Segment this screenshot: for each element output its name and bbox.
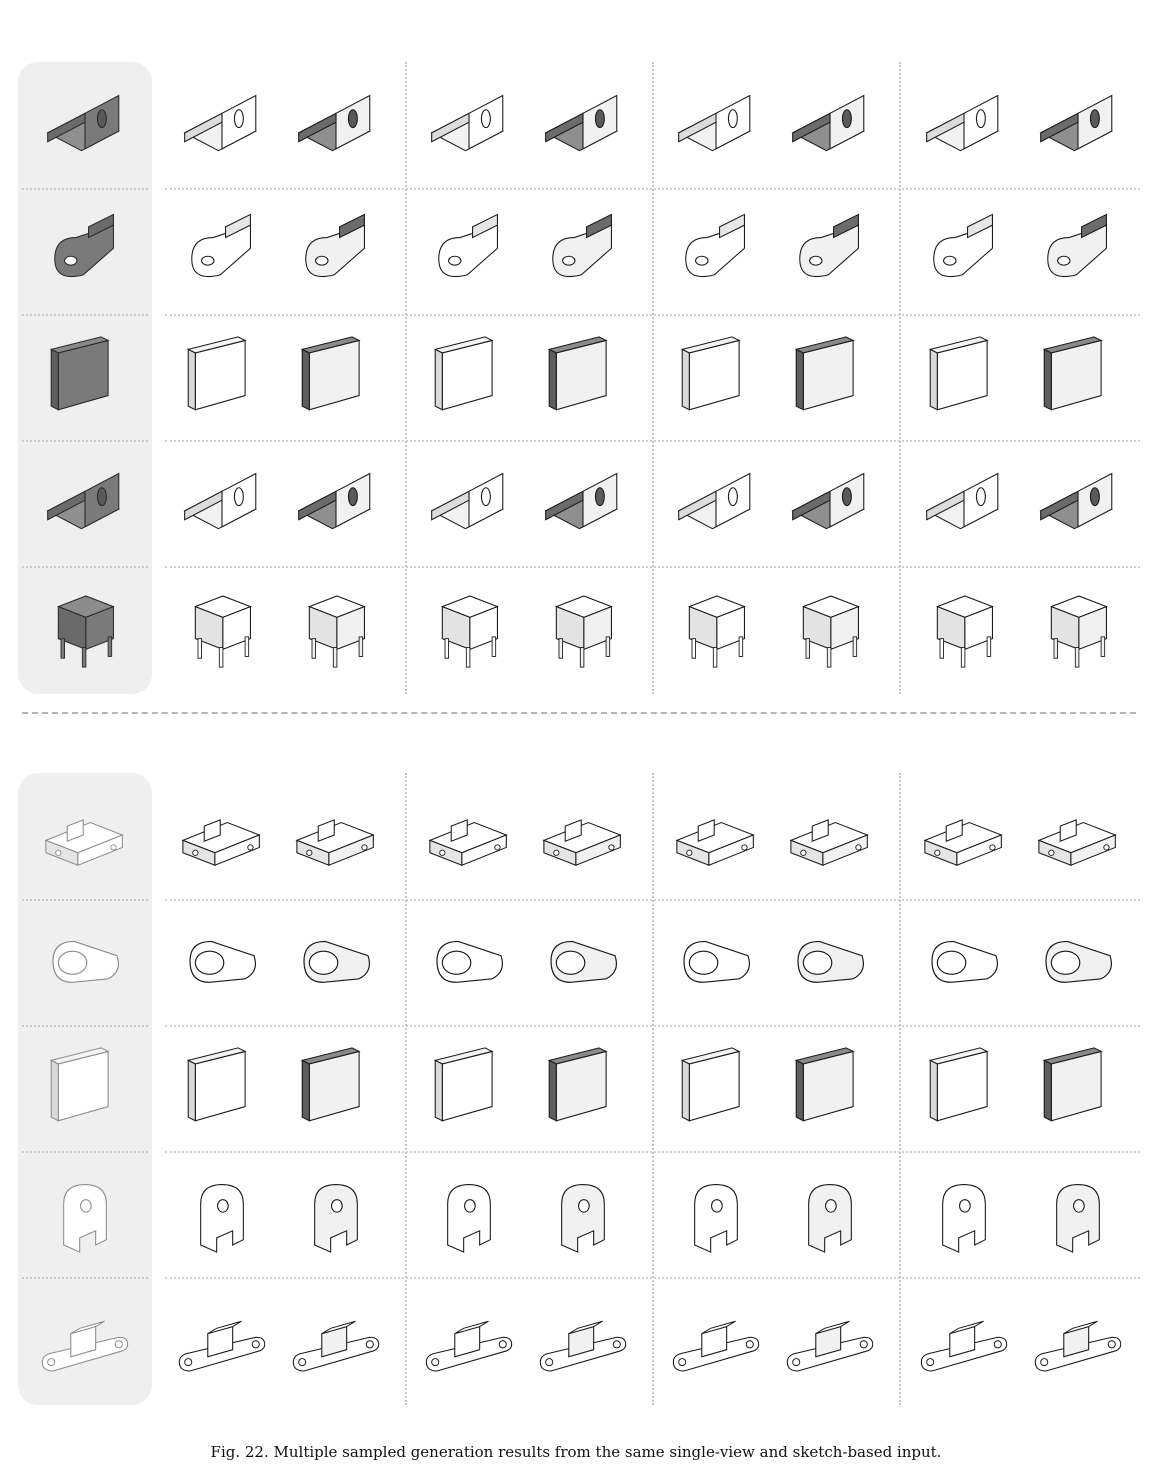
- cad-render: [174, 1168, 270, 1258]
- render-row-5-col-4-view-2: [1030, 1294, 1126, 1384]
- cad-render: [916, 583, 1012, 673]
- render-row-4-col-4-view-1: [916, 457, 1012, 547]
- column-separator: [652, 62, 654, 694]
- render-row-5-col-3-view-2: [782, 583, 878, 673]
- render-row-5-col-1-view-2: [288, 1294, 384, 1384]
- cad-render: [782, 1294, 878, 1384]
- render-row-5-col-3-view-1: [668, 583, 764, 673]
- row-separator: [22, 1277, 148, 1279]
- render-row-5-col-1-view-1: [174, 1294, 270, 1384]
- render-row-1-col-4-view-2: [1030, 79, 1126, 169]
- render-row-2-col-3-view-2: [782, 205, 878, 295]
- render-row-4-col-1-view-2: [288, 457, 384, 547]
- input-sketch-row-1: [37, 790, 133, 880]
- cad-render: [782, 457, 878, 547]
- cad-render: [1030, 457, 1126, 547]
- input-render: [37, 457, 133, 547]
- render-row-1-col-3-view-1: [668, 790, 764, 880]
- render-row-5-col-3-view-1: [668, 1294, 764, 1384]
- render-row-2-col-4-view-1: [916, 205, 1012, 295]
- cad-render: [535, 916, 631, 1006]
- render-row-1-col-3-view-2: [782, 790, 878, 880]
- render-row-2-col-2-view-1: [421, 205, 517, 295]
- render-row-3-col-4-view-1: [916, 1042, 1012, 1132]
- row-separator: [22, 1025, 148, 1027]
- render-row-2-col-4-view-2: [1030, 205, 1126, 295]
- render-row-3-col-4-view-2: [1030, 1042, 1126, 1132]
- cad-render: [782, 331, 878, 421]
- render-row-1-col-4-view-2: [1030, 790, 1126, 880]
- render-row-4-col-2-view-2: [535, 457, 631, 547]
- row-separator: [22, 899, 148, 901]
- row-separator: [165, 440, 1140, 442]
- cad-render: [782, 1168, 878, 1258]
- input-render: [37, 1042, 133, 1132]
- cad-render: [535, 1042, 631, 1132]
- row-separator: [165, 566, 1140, 568]
- input-sketch-row-4: [37, 1168, 133, 1258]
- cad-render: [535, 583, 631, 673]
- cad-render: [668, 583, 764, 673]
- cad-render: [288, 1294, 384, 1384]
- row-separator: [22, 1151, 148, 1153]
- cad-render: [174, 1294, 270, 1384]
- cad-render: [668, 1168, 764, 1258]
- render-row-3-col-1-view-2: [288, 1042, 384, 1132]
- column-separator: [899, 773, 901, 1405]
- cad-render: [916, 205, 1012, 295]
- render-row-5-col-1-view-1: [174, 583, 270, 673]
- cad-render: [421, 205, 517, 295]
- cad-render: [916, 916, 1012, 1006]
- cad-render: [782, 79, 878, 169]
- cad-render: [782, 1042, 878, 1132]
- render-row-5-col-4-view-1: [916, 583, 1012, 673]
- render-row-4-col-1-view-2: [288, 1168, 384, 1258]
- render-row-2-col-1-view-1: [174, 205, 270, 295]
- cad-render: [668, 790, 764, 880]
- cad-render: [288, 1042, 384, 1132]
- render-row-3-col-2-view-1: [421, 1042, 517, 1132]
- cad-render: [916, 1168, 1012, 1258]
- render-row-1-col-3-view-1: [668, 79, 764, 169]
- render-row-1-col-1-view-1: [174, 79, 270, 169]
- cad-render: [1030, 331, 1126, 421]
- cad-render: [288, 457, 384, 547]
- render-row-3-col-1-view-1: [174, 1042, 270, 1132]
- cad-render: [174, 79, 270, 169]
- section-sketch: [0, 711, 1152, 1411]
- cad-render: [668, 205, 764, 295]
- cad-render: [421, 916, 517, 1006]
- input-render: [37, 790, 133, 880]
- column-separator: [405, 62, 407, 694]
- cad-render: [288, 205, 384, 295]
- cad-render: [288, 331, 384, 421]
- cad-render: [668, 1042, 764, 1132]
- render-row-1-col-2-view-1: [421, 79, 517, 169]
- cad-render: [174, 916, 270, 1006]
- input-render: [37, 583, 133, 673]
- render-row-2-col-1-view-2: [288, 205, 384, 295]
- cad-render: [535, 79, 631, 169]
- row-separator: [165, 899, 1140, 901]
- cad-render: [1030, 79, 1126, 169]
- render-row-4-col-2-view-1: [421, 1168, 517, 1258]
- cad-render: [916, 1294, 1012, 1384]
- render-row-3-col-1-view-2: [288, 331, 384, 421]
- input-image-row-4: [37, 457, 133, 547]
- render-row-5-col-2-view-1: [421, 1294, 517, 1384]
- section-divider: [22, 712, 1136, 714]
- cad-render: [174, 583, 270, 673]
- cad-render: [288, 1168, 384, 1258]
- render-row-3-col-2-view-2: [535, 331, 631, 421]
- render-row-4-col-2-view-2: [535, 1168, 631, 1258]
- cad-render: [421, 1294, 517, 1384]
- render-row-2-col-3-view-2: [782, 916, 878, 1006]
- render-row-2-col-1-view-1: [174, 916, 270, 1006]
- render-row-1-col-2-view-1: [421, 790, 517, 880]
- cad-render: [916, 790, 1012, 880]
- render-row-1-col-2-view-2: [535, 79, 631, 169]
- render-row-1-col-3-view-2: [782, 79, 878, 169]
- render-row-2-col-2-view-1: [421, 916, 517, 1006]
- input-sketch-row-2: [37, 916, 133, 1006]
- render-row-1-col-2-view-2: [535, 790, 631, 880]
- cad-render: [421, 79, 517, 169]
- cad-render: [174, 331, 270, 421]
- cad-render: [421, 457, 517, 547]
- row-separator: [165, 1025, 1140, 1027]
- input-render: [37, 1168, 133, 1258]
- cad-render: [782, 583, 878, 673]
- cad-render: [668, 79, 764, 169]
- row-separator: [165, 314, 1140, 316]
- render-row-4-col-1-view-1: [174, 457, 270, 547]
- input-image-row-2: [37, 205, 133, 295]
- render-row-5-col-1-view-2: [288, 583, 384, 673]
- render-row-2-col-4-view-2: [1030, 916, 1126, 1006]
- cad-render: [535, 331, 631, 421]
- cad-render: [174, 205, 270, 295]
- cad-render: [668, 457, 764, 547]
- cad-render: [1030, 790, 1126, 880]
- cad-render: [288, 916, 384, 1006]
- render-row-4-col-4-view-2: [1030, 1168, 1126, 1258]
- cad-render: [421, 331, 517, 421]
- render-row-1-col-1-view-1: [174, 790, 270, 880]
- render-row-1-col-4-view-1: [916, 79, 1012, 169]
- figure-caption: Fig. 22. Multiple sampled generation results from the same single-view and sketch-based input.: [210, 1443, 942, 1461]
- cad-render: [421, 583, 517, 673]
- render-row-3-col-2-view-1: [421, 331, 517, 421]
- row-separator: [22, 188, 148, 190]
- render-row-2-col-2-view-2: [535, 205, 631, 295]
- render-row-5-col-2-view-2: [535, 583, 631, 673]
- cad-render: [916, 79, 1012, 169]
- cad-render: [535, 1294, 631, 1384]
- cad-render: [916, 457, 1012, 547]
- row-separator: [22, 440, 148, 442]
- render-row-4-col-3-view-2: [782, 1168, 878, 1258]
- column-separator: [652, 773, 654, 1405]
- cad-render: [916, 331, 1012, 421]
- cad-render: [668, 916, 764, 1006]
- column-separator: [899, 62, 901, 694]
- cad-render: [916, 1042, 1012, 1132]
- render-row-2-col-3-view-1: [668, 916, 764, 1006]
- cad-render: [668, 331, 764, 421]
- cad-render: [535, 790, 631, 880]
- cad-render: [782, 205, 878, 295]
- row-separator: [165, 1277, 1140, 1279]
- render-row-2-col-3-view-1: [668, 205, 764, 295]
- render-row-5-col-2-view-1: [421, 583, 517, 673]
- render-row-4-col-2-view-1: [421, 457, 517, 547]
- render-row-2-col-2-view-2: [535, 916, 631, 1006]
- cad-render: [535, 205, 631, 295]
- render-row-3-col-1-view-1: [174, 331, 270, 421]
- render-row-5-col-3-view-2: [782, 1294, 878, 1384]
- render-row-3-col-2-view-2: [535, 1042, 631, 1132]
- input-sketch-row-3: [37, 1042, 133, 1132]
- render-row-3-col-3-view-2: [782, 331, 878, 421]
- input-image-row-5: [37, 583, 133, 673]
- render-row-3-col-3-view-1: [668, 331, 764, 421]
- cad-render: [1030, 1042, 1126, 1132]
- cad-render: [1030, 1168, 1126, 1258]
- input-render: [37, 205, 133, 295]
- cad-render: [174, 457, 270, 547]
- row-separator: [22, 566, 148, 568]
- render-row-1-col-1-view-2: [288, 790, 384, 880]
- render-row-1-col-1-view-2: [288, 79, 384, 169]
- cad-render: [1030, 916, 1126, 1006]
- row-separator: [165, 1151, 1140, 1153]
- input-image-row-1: [37, 79, 133, 169]
- render-row-2-col-1-view-2: [288, 916, 384, 1006]
- input-render: [37, 331, 133, 421]
- render-row-1-col-4-view-1: [916, 790, 1012, 880]
- render-row-3-col-4-view-1: [916, 331, 1012, 421]
- cad-render: [1030, 205, 1126, 295]
- render-row-3-col-3-view-1: [668, 1042, 764, 1132]
- render-row-4-col-3-view-1: [668, 457, 764, 547]
- render-row-4-col-3-view-1: [668, 1168, 764, 1258]
- row-separator: [165, 188, 1140, 190]
- cad-render: [421, 790, 517, 880]
- cad-render: [782, 916, 878, 1006]
- cad-render: [1030, 1294, 1126, 1384]
- render-row-4-col-3-view-2: [782, 457, 878, 547]
- cad-render: [421, 1168, 517, 1258]
- input-sketch-row-5: [37, 1294, 133, 1384]
- row-separator: [22, 314, 148, 316]
- cad-render: [535, 457, 631, 547]
- cad-render: [668, 1294, 764, 1384]
- column-separator: [405, 773, 407, 1405]
- section-image: [0, 0, 1152, 700]
- cad-render: [782, 790, 878, 880]
- cad-render: [288, 79, 384, 169]
- cad-render: [535, 1168, 631, 1258]
- render-row-5-col-2-view-2: [535, 1294, 631, 1384]
- render-row-4-col-4-view-2: [1030, 457, 1126, 547]
- cad-render: [174, 1042, 270, 1132]
- input-render: [37, 79, 133, 169]
- cad-render: [421, 1042, 517, 1132]
- render-row-2-col-4-view-1: [916, 916, 1012, 1006]
- render-row-4-col-4-view-1: [916, 1168, 1012, 1258]
- cad-render: [174, 790, 270, 880]
- render-row-5-col-4-view-2: [1030, 583, 1126, 673]
- render-row-3-col-3-view-2: [782, 1042, 878, 1132]
- input-render: [37, 916, 133, 1006]
- render-row-4-col-1-view-1: [174, 1168, 270, 1258]
- cad-render: [1030, 583, 1126, 673]
- cad-render: [288, 583, 384, 673]
- render-row-5-col-4-view-1: [916, 1294, 1012, 1384]
- input-image-row-3: [37, 331, 133, 421]
- input-render: [37, 1294, 133, 1384]
- render-row-3-col-4-view-2: [1030, 331, 1126, 421]
- cad-render: [288, 790, 384, 880]
